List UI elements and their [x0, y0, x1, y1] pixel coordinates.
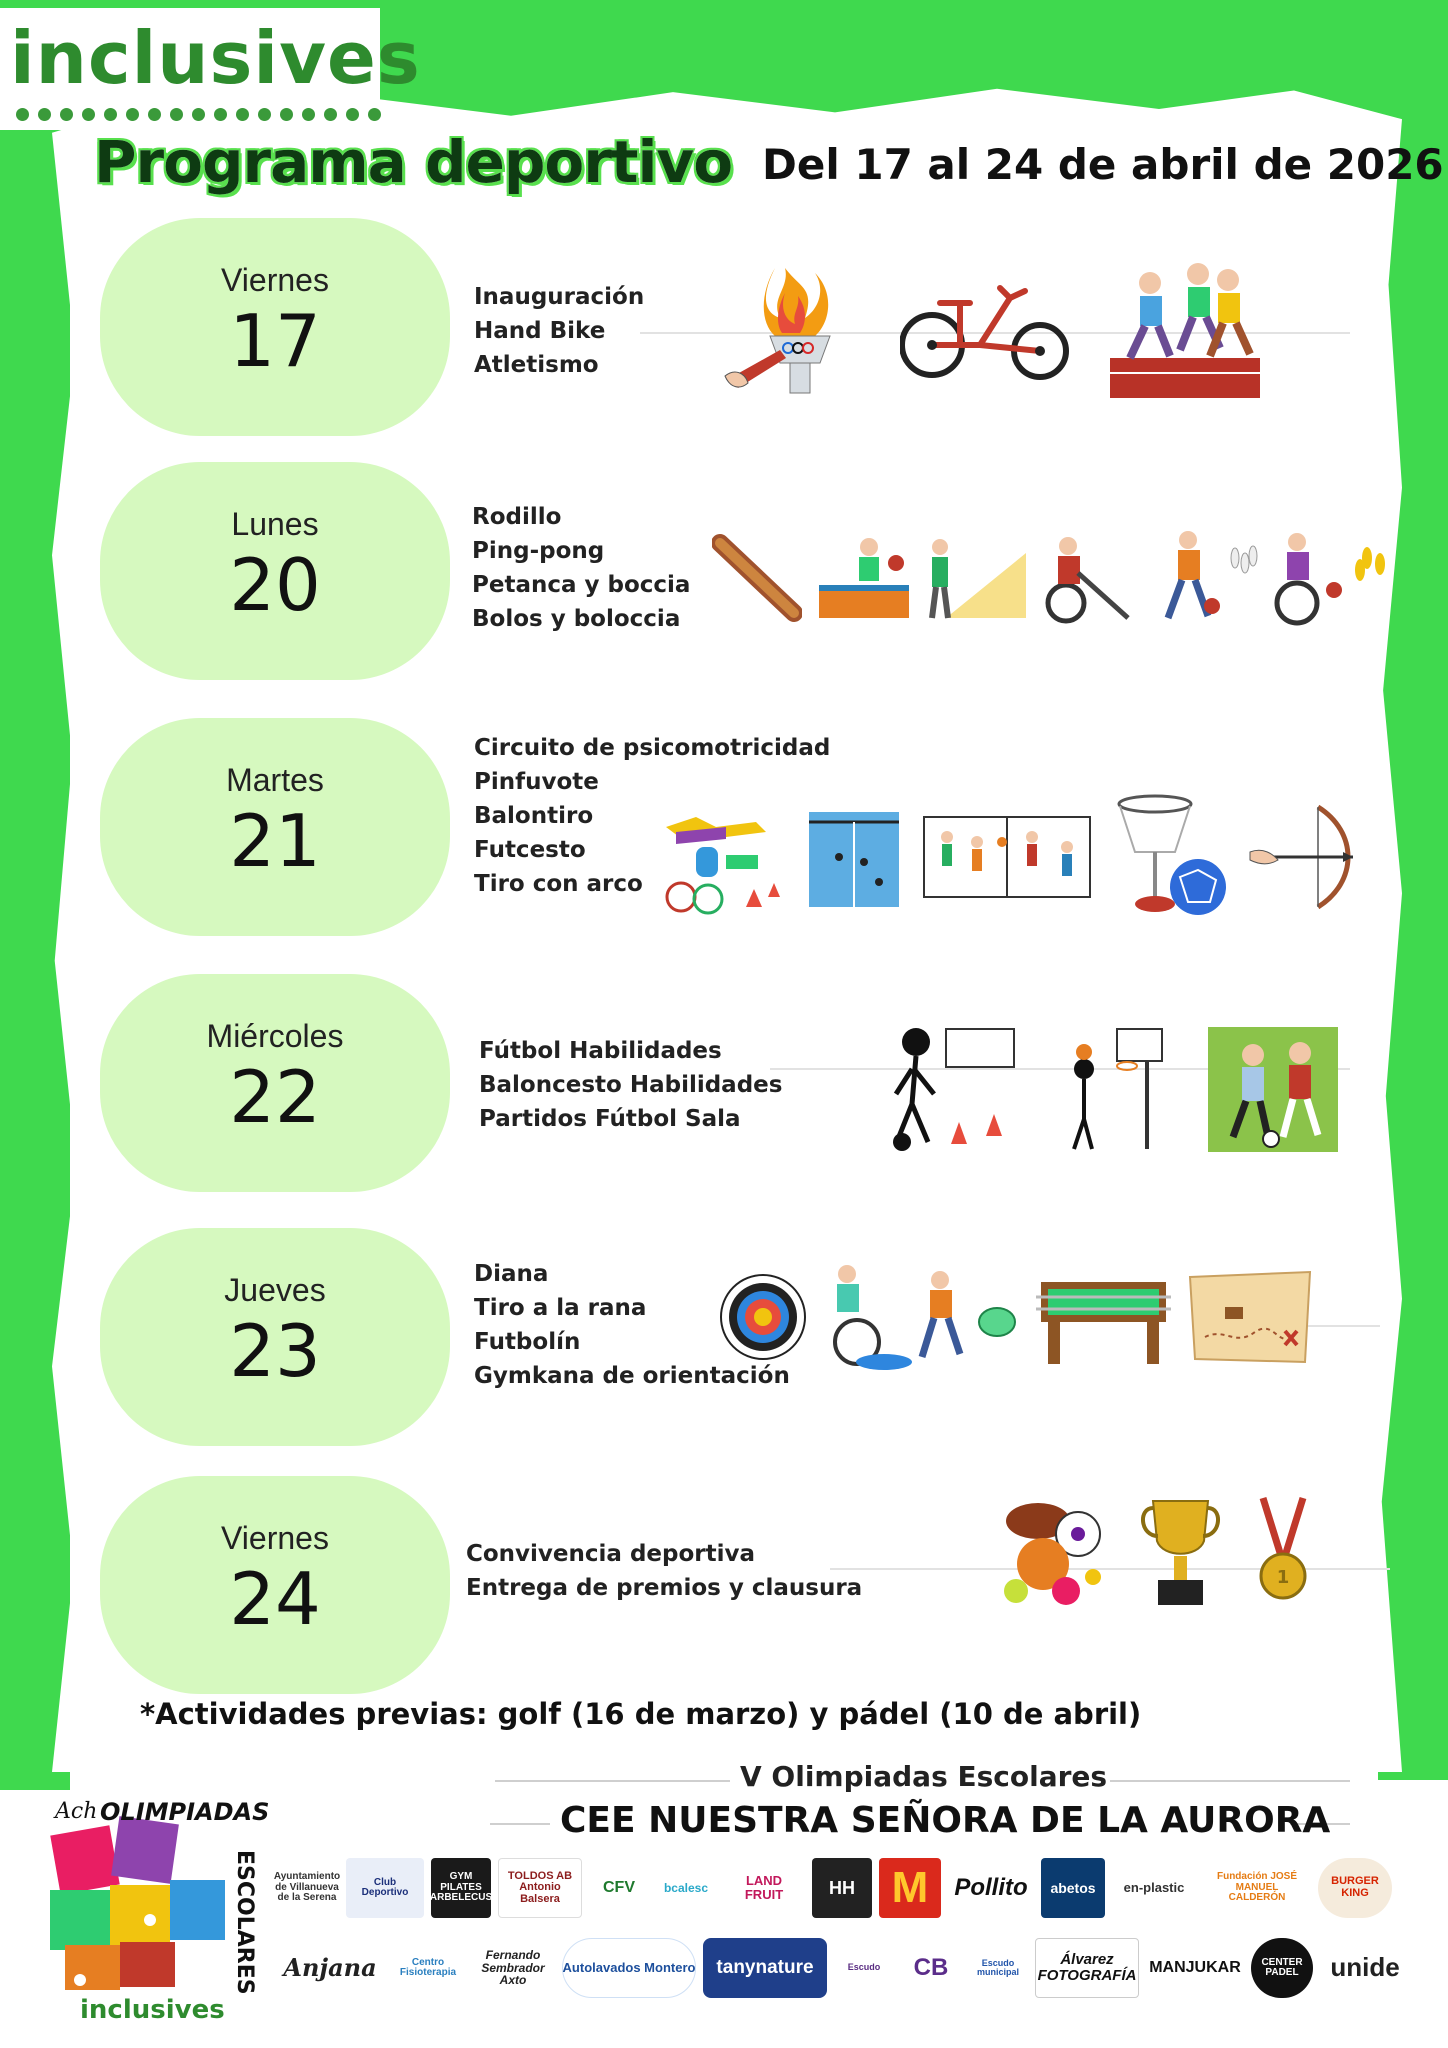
activity-item: Pinfuvote — [474, 769, 599, 795]
basketball-player-icon — [1062, 1024, 1172, 1154]
sponsor-logo: Anjana — [275, 1938, 385, 1998]
wheelchair-bowling-icon — [1272, 528, 1392, 628]
activity-item: Atletismo — [474, 352, 599, 378]
sponsor-logo: GYM PILATES ARBELECUS — [431, 1858, 491, 1918]
futsal-match-icon — [1208, 1027, 1338, 1152]
sponsor-logo: CFV — [589, 1858, 649, 1918]
sponsor-logos-row-2 — [275, 1938, 1435, 1998]
icon-row-day-24 — [998, 1496, 1313, 1611]
dodgeball-icon — [922, 812, 1092, 902]
day-name: Viernes — [221, 1520, 329, 1556]
sponsor-logo: Centro Fisioterapia — [392, 1938, 464, 1998]
day-card-miercoles-22 — [100, 974, 450, 1192]
medal-icon — [1253, 1496, 1313, 1611]
day-number: 24 — [229, 1557, 321, 1641]
day-card-lunes-20 — [100, 462, 450, 680]
activity-item: Partidos Fútbol Sala — [479, 1106, 741, 1132]
activity-item: Entrega de premios y clausura — [466, 1575, 863, 1601]
logo-dots — [16, 108, 381, 121]
target-icon — [718, 1272, 808, 1362]
sponsor-logo: LAND FRUIT — [723, 1858, 805, 1918]
sponsor-logo: unide — [1320, 1938, 1410, 1998]
trophy-icon — [1138, 1496, 1223, 1611]
day-number: 23 — [229, 1309, 321, 1393]
icon-row-day-20 — [712, 528, 1392, 628]
sports-balls-icon — [998, 1499, 1108, 1609]
activity-item: Futbolín — [474, 1329, 581, 1355]
divider-line — [495, 1780, 730, 1782]
sponsor-logo: abetos — [1041, 1858, 1105, 1918]
icon-row-day-21 — [656, 792, 1358, 922]
inclusives-logo — [0, 8, 421, 130]
sponsor-logo: en-plastic — [1112, 1858, 1196, 1918]
svg-text:1: 1 — [1276, 1567, 1290, 1588]
sponsor-logo: MANJUKAR — [1146, 1938, 1244, 1998]
activity-item: Inauguración — [474, 284, 645, 310]
svg-text:OLIMPIADAS: OLIMPIADAS — [100, 1798, 270, 1826]
football-skills-icon — [876, 1024, 1026, 1154]
sponsor-logo: TOLDOS AB Antonio Balsera — [498, 1858, 582, 1918]
page-title: Programa deportivo — [94, 128, 733, 196]
activity-item: Balontiro — [474, 803, 594, 829]
activity-list-day-24 — [466, 1537, 862, 1605]
olimpiadas-escolares-logo — [20, 1790, 270, 2030]
day-card-jueves-23 — [100, 1228, 450, 1446]
divider-line — [1110, 1780, 1350, 1782]
sponsor-logo: M — [879, 1858, 941, 1918]
activity-item: Tiro a la rana — [474, 1295, 647, 1321]
divider-line — [490, 1823, 550, 1825]
day-name: Viernes — [221, 262, 329, 298]
sponsor-logo: Álvarez FOTOGRAFÍA — [1035, 1938, 1139, 1998]
day-name: Martes — [226, 762, 324, 798]
svg-text:inclusives: inclusives — [80, 1995, 225, 2025]
svg-text:ESCOLARES: ESCOLARES — [232, 1850, 257, 1995]
sponsor-logo: Fernando Sembrador Axto — [471, 1938, 555, 1998]
sponsor-logo: Fundación JOSÉ MANUEL CALDERÓN — [1203, 1858, 1311, 1918]
activity-list-day-17 — [474, 280, 644, 382]
day-name: Lunes — [231, 506, 319, 542]
sponsor-logo: Autolavados Montero — [562, 1938, 696, 1998]
day-number: 20 — [229, 543, 321, 627]
sponsor-logo: BURGER KING — [1318, 1858, 1392, 1918]
activity-item: Hand Bike — [474, 318, 606, 344]
day-card-martes-21 — [100, 718, 450, 936]
green-frame-left — [0, 0, 70, 1790]
logo-text: inclusives — [10, 16, 421, 100]
runners-icon — [1110, 258, 1260, 398]
activity-item: Baloncesto Habilidades — [479, 1072, 783, 1098]
activity-item: Petanca y boccia — [472, 572, 691, 598]
sponsor-logos-row-1 — [275, 1858, 1435, 1918]
sponsor-logo: Escudo — [834, 1938, 894, 1998]
day-name: Jueves — [224, 1272, 326, 1308]
bow-arrow-icon — [1248, 802, 1358, 912]
hand-bike-icon — [900, 273, 1070, 383]
day-number: 22 — [229, 1055, 321, 1139]
day-number: 17 — [229, 299, 321, 383]
activity-list-day-22 — [479, 1034, 782, 1136]
activity-item: Gymkana de orientación — [474, 1363, 790, 1389]
foosball-table-icon — [1036, 1267, 1171, 1367]
sponsor-logo: Ayuntamiento de Villanueva de la Serena — [275, 1858, 339, 1918]
basket-hoop-ball-icon — [1110, 792, 1230, 922]
petanque-icon — [926, 533, 1026, 623]
sponsor-logo: Escudo municipal — [968, 1938, 1028, 1998]
activity-list-day-20 — [472, 500, 690, 636]
olympic-torch-icon — [720, 258, 860, 398]
icon-row-day-22 — [876, 1024, 1338, 1154]
frog-toss-icon — [822, 1262, 1022, 1372]
day-card-viernes-17 — [100, 218, 450, 436]
sponsor-logo: CENTER PADEL — [1251, 1938, 1313, 1998]
ping-pong-icon — [814, 533, 914, 623]
sponsor-logo: bcalesc — [656, 1858, 716, 1918]
icon-row-day-17 — [720, 258, 1260, 398]
day-number: 21 — [229, 799, 321, 883]
activity-item: Ping-pong — [472, 538, 605, 564]
svg-text:Ach: Ach — [55, 1799, 98, 1824]
event-name: V Olimpiadas Escolares — [740, 1760, 1108, 1793]
sponsor-logo: CB — [901, 1938, 961, 1998]
activity-item: Futcesto — [474, 837, 586, 863]
psychomotor-circuit-icon — [656, 797, 786, 917]
sponsor-logo: Pollito — [948, 1858, 1034, 1918]
volleyball-court-icon — [804, 802, 904, 912]
activity-item: Bolos y boloccia — [472, 606, 681, 632]
activity-item: Diana — [474, 1261, 549, 1287]
rolling-pin-icon — [712, 533, 802, 623]
school-name: CEE NUESTRA SEÑORA DE LA AURORA — [560, 1800, 1331, 1841]
activity-item: Convivencia deportiva — [466, 1541, 756, 1567]
day-card-viernes-24 — [100, 1476, 450, 1694]
bowling-icon — [1150, 528, 1260, 628]
activity-item: Tiro con arco — [474, 871, 643, 897]
icon-row-day-23 — [718, 1262, 1315, 1372]
boccia-icon — [1038, 528, 1138, 628]
date-range: Del 17 al 24 de abril de 2026 — [762, 140, 1444, 189]
activity-item: Circuito de psicomotricidad — [474, 735, 831, 761]
sponsor-logo: tanynature — [703, 1938, 827, 1998]
activity-item: Fútbol Habilidades — [479, 1038, 722, 1064]
sponsor-logo: Club Deportivo — [346, 1858, 424, 1918]
day-name: Miércoles — [206, 1018, 344, 1054]
activity-item: Rodillo — [472, 504, 562, 530]
sponsor-logo: HH — [812, 1858, 872, 1918]
treasure-map-icon — [1185, 1267, 1315, 1367]
previous-activities-note: *Actividades previas: golf (16 de marzo) y pádel (10 de abril) — [140, 1697, 1142, 1731]
